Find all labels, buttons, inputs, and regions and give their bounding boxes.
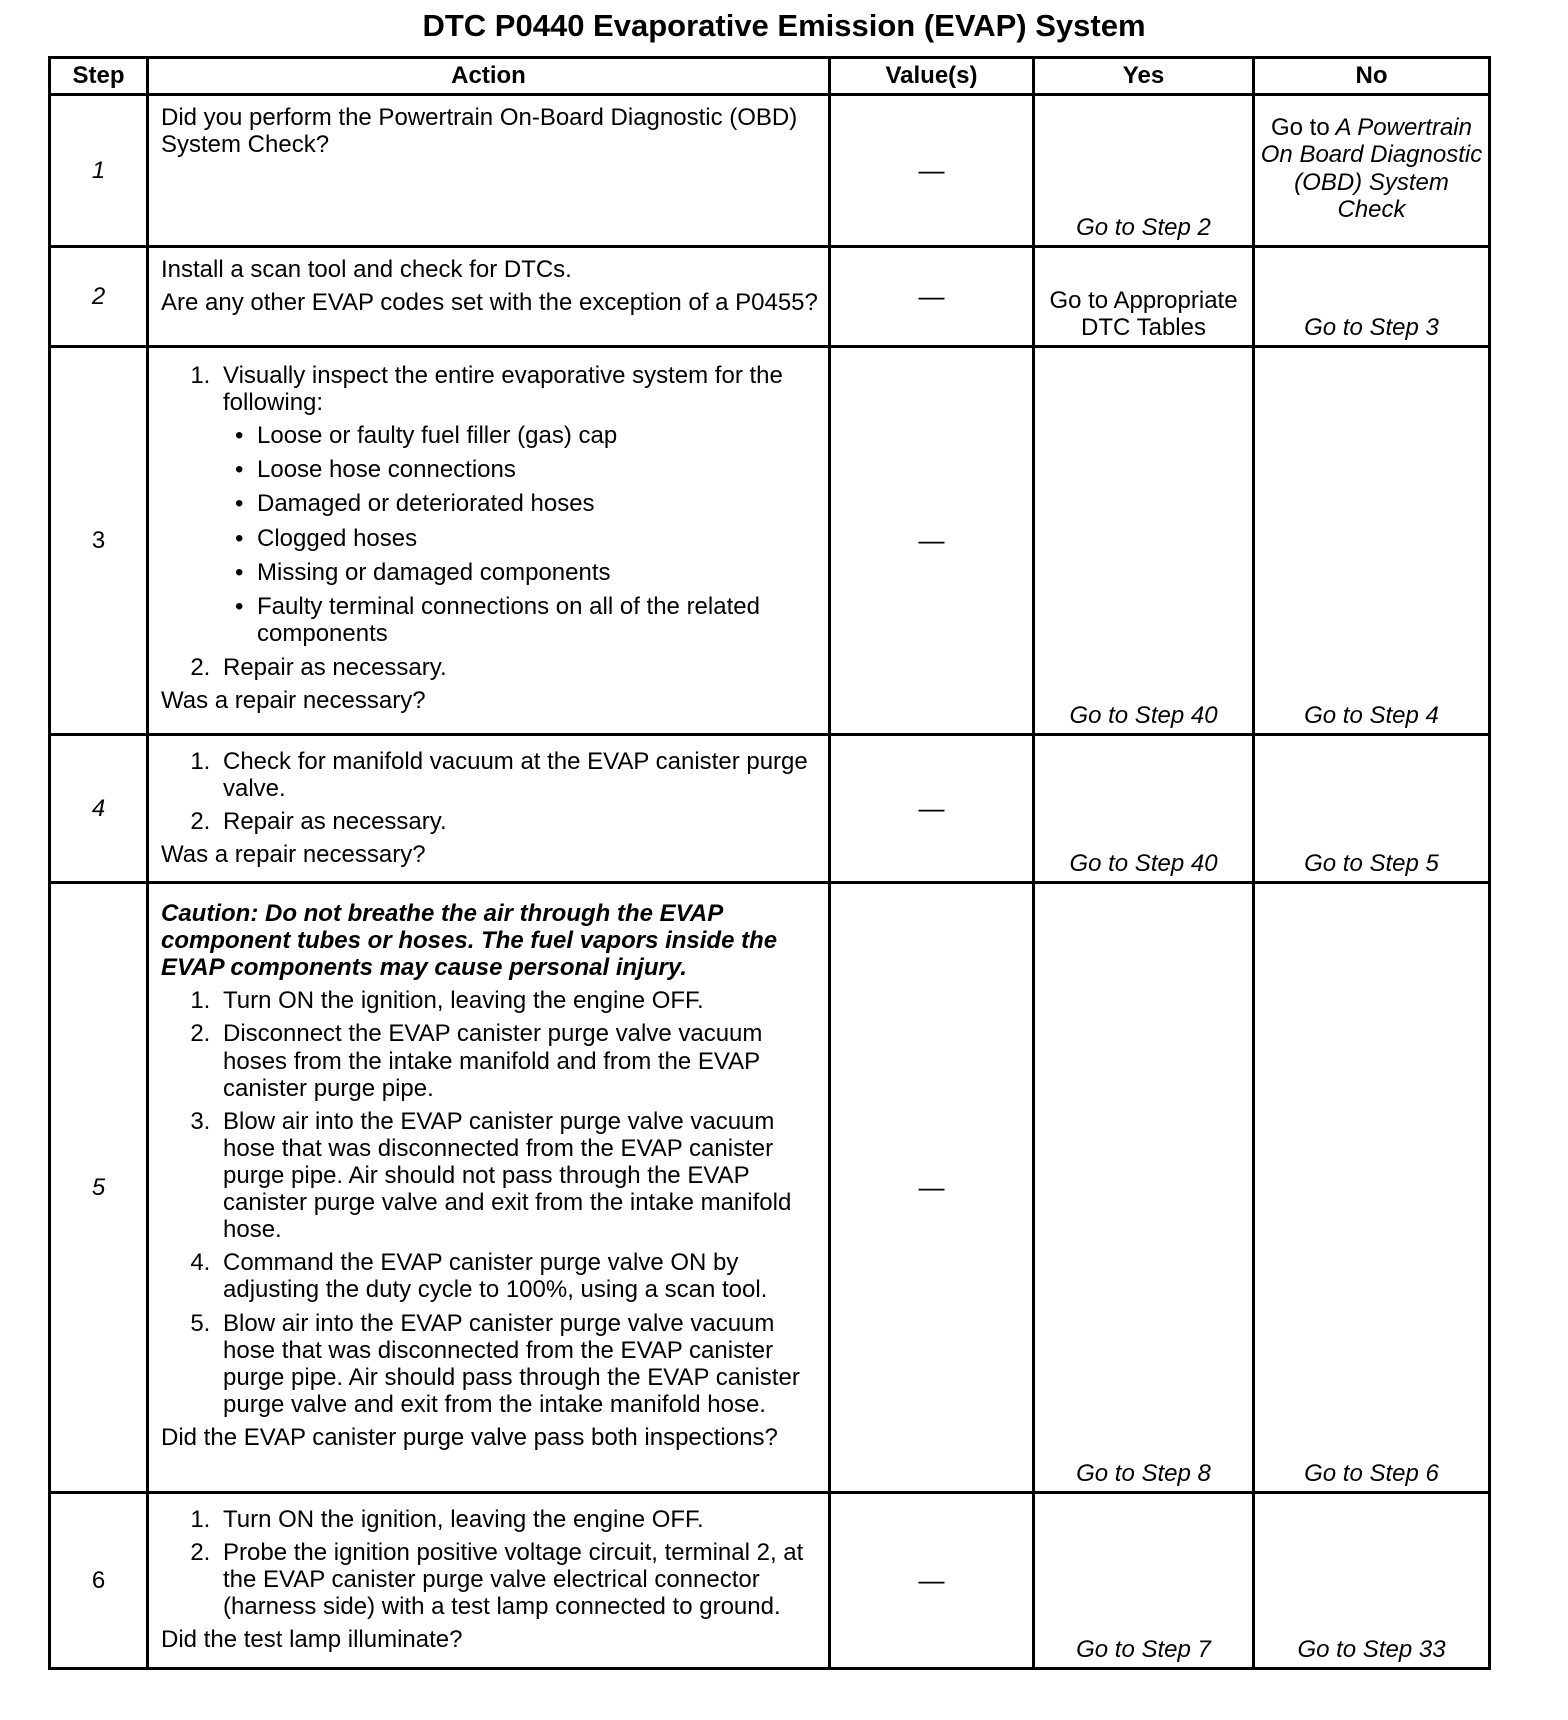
action-cell [148, 883, 830, 1493]
list-item [217, 362, 818, 647]
value-cell: — [830, 247, 1034, 347]
action-cell [148, 347, 830, 735]
yes-cell: Go to Appropriate DTC Tables [1034, 247, 1254, 347]
list-item: 2. Disconnect the EVAP canister purge valve vacuum hoses from the intake manifold and from the EVAP canister purge pipe. [217, 1020, 818, 1101]
list-item: • Clogged hoses [257, 525, 818, 552]
yes-cell: Go to Step 40 [1034, 347, 1254, 735]
header-action: Action [148, 58, 830, 95]
value-cell: — [830, 95, 1034, 247]
step-number: 6 [50, 1493, 148, 1669]
list-item: 2. Repair as necessary. [217, 808, 818, 835]
list-item: • Loose hose connections [257, 456, 818, 483]
no-cell-reference: A Powertrain On Board Diagnostic (OBD) System Check [1260, 114, 1483, 223]
table-row [50, 1493, 1490, 1669]
caution-note: Caution: Do not breathe the air through the EVAP component tubes or hoses. The fuel vapors inside the EVAP components may cause personal injury. [161, 900, 778, 982]
action-question: Was a repair necessary? [161, 841, 426, 869]
action-cell [148, 735, 830, 883]
list-item: 5. Blow air into the EVAP canister purge valve vacuum hose that was disconnected from the EVAP canister purge pipe. Air should pass through the EVAP canister purge valve and exit from the intake manifold hose. [217, 1310, 818, 1418]
inspection-bullets [223, 422, 818, 647]
no-cell: Go to Step 4 [1254, 347, 1490, 735]
step-number: 4 [50, 735, 148, 883]
action-question: Did the test lamp illuminate? [161, 1626, 463, 1654]
header-no: No [1254, 58, 1490, 95]
list-item: 1. Turn ON the ignition, leaving the engine OFF. [217, 987, 818, 1014]
step-number: 1 [50, 95, 148, 247]
list-item: • Missing or damaged components [257, 559, 818, 586]
list-item: 2. Repair as necessary. [217, 654, 818, 681]
no-cell [1254, 95, 1490, 247]
no-cell-prefix: Go to [1271, 114, 1330, 142]
table-row [50, 247, 1490, 347]
procedure-step-text: Visually inspect the entire evaporative system for the following: [223, 362, 783, 417]
action-cell [148, 247, 830, 347]
header-yes: Yes [1034, 58, 1254, 95]
table-row [50, 347, 1490, 735]
list-item: 4. Command the EVAP canister purge valve ON by adjusting the duty cycle to 100%, using a scan tool. [217, 1249, 818, 1303]
table-row [50, 95, 1490, 247]
no-cell: Go to Step 33 [1254, 1493, 1490, 1669]
step-number: 2 [50, 247, 148, 347]
table-header-row [50, 58, 1490, 95]
yes-cell: Go to Step 8 [1034, 883, 1254, 1493]
list-item: • Damaged or deteriorated hoses [257, 490, 818, 517]
header-step: Step [50, 58, 148, 95]
no-cell: Go to Step 6 [1254, 883, 1490, 1493]
action-question: Did the EVAP canister purge valve pass both inspections? [161, 1423, 778, 1451]
list-item: 1. Check for manifold vacuum at the EVAP canister purge valve. [217, 748, 818, 802]
action-cell [148, 95, 830, 247]
action-question: Did you perform the Powertrain On-Board Diagnostic (OBD) System Check? [161, 104, 798, 159]
step-number: 5 [50, 883, 148, 1493]
value-cell: — [830, 1493, 1034, 1669]
action-cell [148, 1493, 830, 1669]
list-item: 1. Turn ON the ignition, leaving the engine OFF. [217, 1506, 818, 1533]
action-question: Are any other EVAP codes set with the exception of a P0455? [161, 289, 818, 317]
step-number: 3 [50, 347, 148, 735]
page-title: DTC P0440 Evaporative Emission (EVAP) System [422, 8, 1146, 43]
header-values: Value(s) [830, 58, 1034, 95]
table-row [50, 735, 1490, 883]
action-question: Was a repair necessary? [161, 687, 426, 715]
diagnostic-table [48, 56, 1491, 1670]
procedure-list [161, 987, 818, 1418]
no-cell: Go to Step 5 [1254, 735, 1490, 883]
action-instruction: Install a scan tool and check for DTCs. [161, 256, 572, 283]
table-row [50, 883, 1490, 1493]
procedure-list [161, 362, 818, 681]
no-cell: Go to Step 3 [1254, 247, 1490, 347]
yes-cell: Go to Step 2 [1034, 95, 1254, 247]
list-item: • Faulty terminal connections on all of the related components [257, 593, 818, 647]
value-cell: — [830, 347, 1034, 735]
value-cell: — [830, 883, 1034, 1493]
value-cell: — [830, 735, 1034, 883]
procedure-list [161, 1506, 818, 1620]
list-item: • Loose or faulty fuel filler (gas) cap [257, 422, 818, 449]
procedure-list [161, 748, 818, 835]
list-item: 3. Blow air into the EVAP canister purge valve vacuum hose that was disconnected from the EVAP canister purge pipe. Air should not pass through the EVAP canister purge valve and exit from the intake manifold hose. [217, 1108, 818, 1244]
yes-cell: Go to Step 7 [1034, 1493, 1254, 1669]
list-item: 2. Probe the ignition positive voltage circuit, terminal 2, at the EVAP canister purge valve electrical connector (harness side) with a test lamp connected to ground. [217, 1539, 818, 1620]
yes-cell: Go to Step 40 [1034, 735, 1254, 883]
